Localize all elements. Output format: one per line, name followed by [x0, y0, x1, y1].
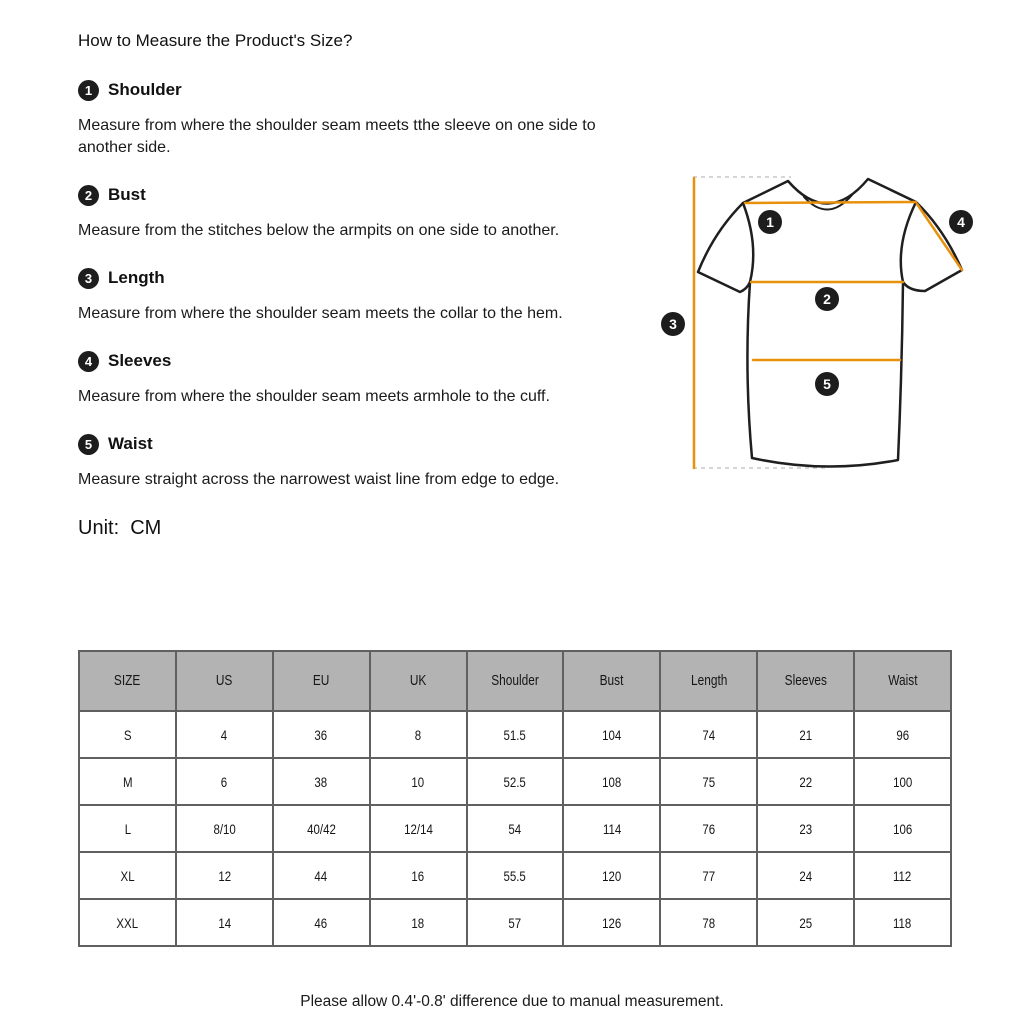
table-cell: 46 — [273, 899, 370, 946]
section-title: Sleeves — [108, 351, 172, 370]
table-cell: L — [79, 805, 176, 852]
svg-text:2: 2 — [823, 291, 831, 307]
table-cell: 21 — [757, 711, 854, 758]
section-heading — [78, 267, 608, 289]
table-row — [79, 899, 951, 946]
shoulder-line — [745, 202, 916, 203]
svg-text:3: 3 — [669, 316, 677, 332]
section-heading — [78, 184, 608, 206]
table-cell: 112 — [854, 852, 951, 899]
table-row — [79, 758, 951, 805]
section-shoulder — [78, 79, 608, 159]
diagram-marker-4 — [949, 210, 973, 234]
table-cell: 38 — [273, 758, 370, 805]
table-cell: 14 — [176, 899, 273, 946]
number-badge-2: 2 — [78, 185, 99, 206]
table-cell: 78 — [660, 899, 757, 946]
section-description: Measure from the stitches below the armpits on one side to another. — [78, 222, 560, 239]
table-cell: 106 — [854, 805, 951, 852]
table-cell: 57 — [467, 899, 564, 946]
table-cell: 12/14 — [370, 805, 467, 852]
table-row — [79, 805, 951, 852]
table-row — [79, 711, 951, 758]
table-cell: 12 — [176, 852, 273, 899]
section-title: Bust — [108, 185, 146, 204]
table-cell: 76 — [660, 805, 757, 852]
table-cell: M — [79, 758, 176, 805]
table-cell: 54 — [467, 805, 564, 852]
section-sleeves — [78, 350, 608, 408]
column-header: EU — [273, 651, 370, 711]
table-cell: 10 — [370, 758, 467, 805]
table-cell: 18 — [370, 899, 467, 946]
table-cell: 108 — [563, 758, 660, 805]
table-cell: 126 — [563, 899, 660, 946]
table-cell: 23 — [757, 805, 854, 852]
table-cell: 100 — [854, 758, 951, 805]
number-badge-3: 3 — [78, 268, 99, 289]
section-description: Measure from where the shoulder seam meets the collar to the hem. — [78, 305, 563, 322]
column-header: UK — [370, 651, 467, 711]
section-length — [78, 267, 608, 325]
table-cell: 55.5 — [467, 852, 564, 899]
table-cell: 6 — [176, 758, 273, 805]
number-badge-4: 4 — [78, 351, 99, 372]
table-cell: S — [79, 711, 176, 758]
table-cell: 40/42 — [273, 805, 370, 852]
column-header: Bust — [563, 651, 660, 711]
table-cell: 114 — [563, 805, 660, 852]
section-heading — [78, 433, 608, 455]
unit-label: Unit: CM — [78, 517, 162, 539]
table-cell: 44 — [273, 852, 370, 899]
section-heading — [78, 79, 608, 101]
diagram-marker-5 — [815, 372, 839, 396]
page-title: How to Measure the Product's Size? — [78, 31, 353, 50]
number-badge-5: 5 — [78, 434, 99, 455]
table-cell: 77 — [660, 852, 757, 899]
footer-note: Please allow 0.4'-0.8' difference due to manual measurement. — [300, 992, 724, 1010]
measurement-lines — [694, 178, 962, 468]
column-header: US — [176, 651, 273, 711]
section-description: Measure from where the shoulder seam meets armhole to the cuff. — [78, 388, 550, 405]
table-cell: 118 — [854, 899, 951, 946]
section-waist — [78, 433, 608, 491]
size-table-container — [78, 650, 952, 947]
table-cell: 25 — [757, 899, 854, 946]
table-cell: 104 — [563, 711, 660, 758]
size-table — [78, 650, 952, 947]
table-cell: XL — [79, 852, 176, 899]
table-cell: 8 — [370, 711, 467, 758]
svg-text:1: 1 — [766, 214, 774, 230]
section-heading — [78, 350, 608, 372]
diagram-marker-1 — [758, 210, 782, 234]
table-cell: 51.5 — [467, 711, 564, 758]
table-cell: XXL — [79, 899, 176, 946]
table-cell: 96 — [854, 711, 951, 758]
table-cell: 120 — [563, 852, 660, 899]
size-table-body — [79, 711, 951, 946]
section-title: Shoulder — [108, 80, 182, 99]
diagram-marker-2 — [815, 287, 839, 311]
table-cell: 24 — [757, 852, 854, 899]
column-header: Shoulder — [467, 651, 564, 711]
table-cell: 36 — [273, 711, 370, 758]
section-bust — [78, 184, 608, 242]
section-description: Measure from where the shoulder seam meets tthe sleeve on one side to another side. — [78, 117, 596, 156]
table-cell: 16 — [370, 852, 467, 899]
header-row — [79, 651, 951, 711]
section-title: Waist — [108, 434, 153, 453]
tshirt-diagram — [648, 150, 1024, 490]
number-badge-1: 1 — [78, 80, 99, 101]
table-cell: 22 — [757, 758, 854, 805]
svg-text:5: 5 — [823, 376, 831, 392]
measure-guide — [78, 31, 608, 540]
column-header: Waist — [854, 651, 951, 711]
table-cell: 74 — [660, 711, 757, 758]
table-cell: 75 — [660, 758, 757, 805]
size-table-head — [79, 651, 951, 711]
section-description: Measure straight across the narrowest waist line from edge to edge. — [78, 471, 560, 488]
table-cell: 4 — [176, 711, 273, 758]
tshirt-outline-icon — [698, 179, 962, 467]
diagram-marker-3 — [661, 312, 685, 336]
table-row — [79, 852, 951, 899]
table-cell: 8/10 — [176, 805, 273, 852]
column-header: SIZE — [79, 651, 176, 711]
column-header: Sleeves — [757, 651, 854, 711]
section-title: Length — [108, 268, 165, 287]
table-cell: 52.5 — [467, 758, 564, 805]
column-header: Length — [660, 651, 757, 711]
svg-text:4: 4 — [957, 214, 965, 230]
